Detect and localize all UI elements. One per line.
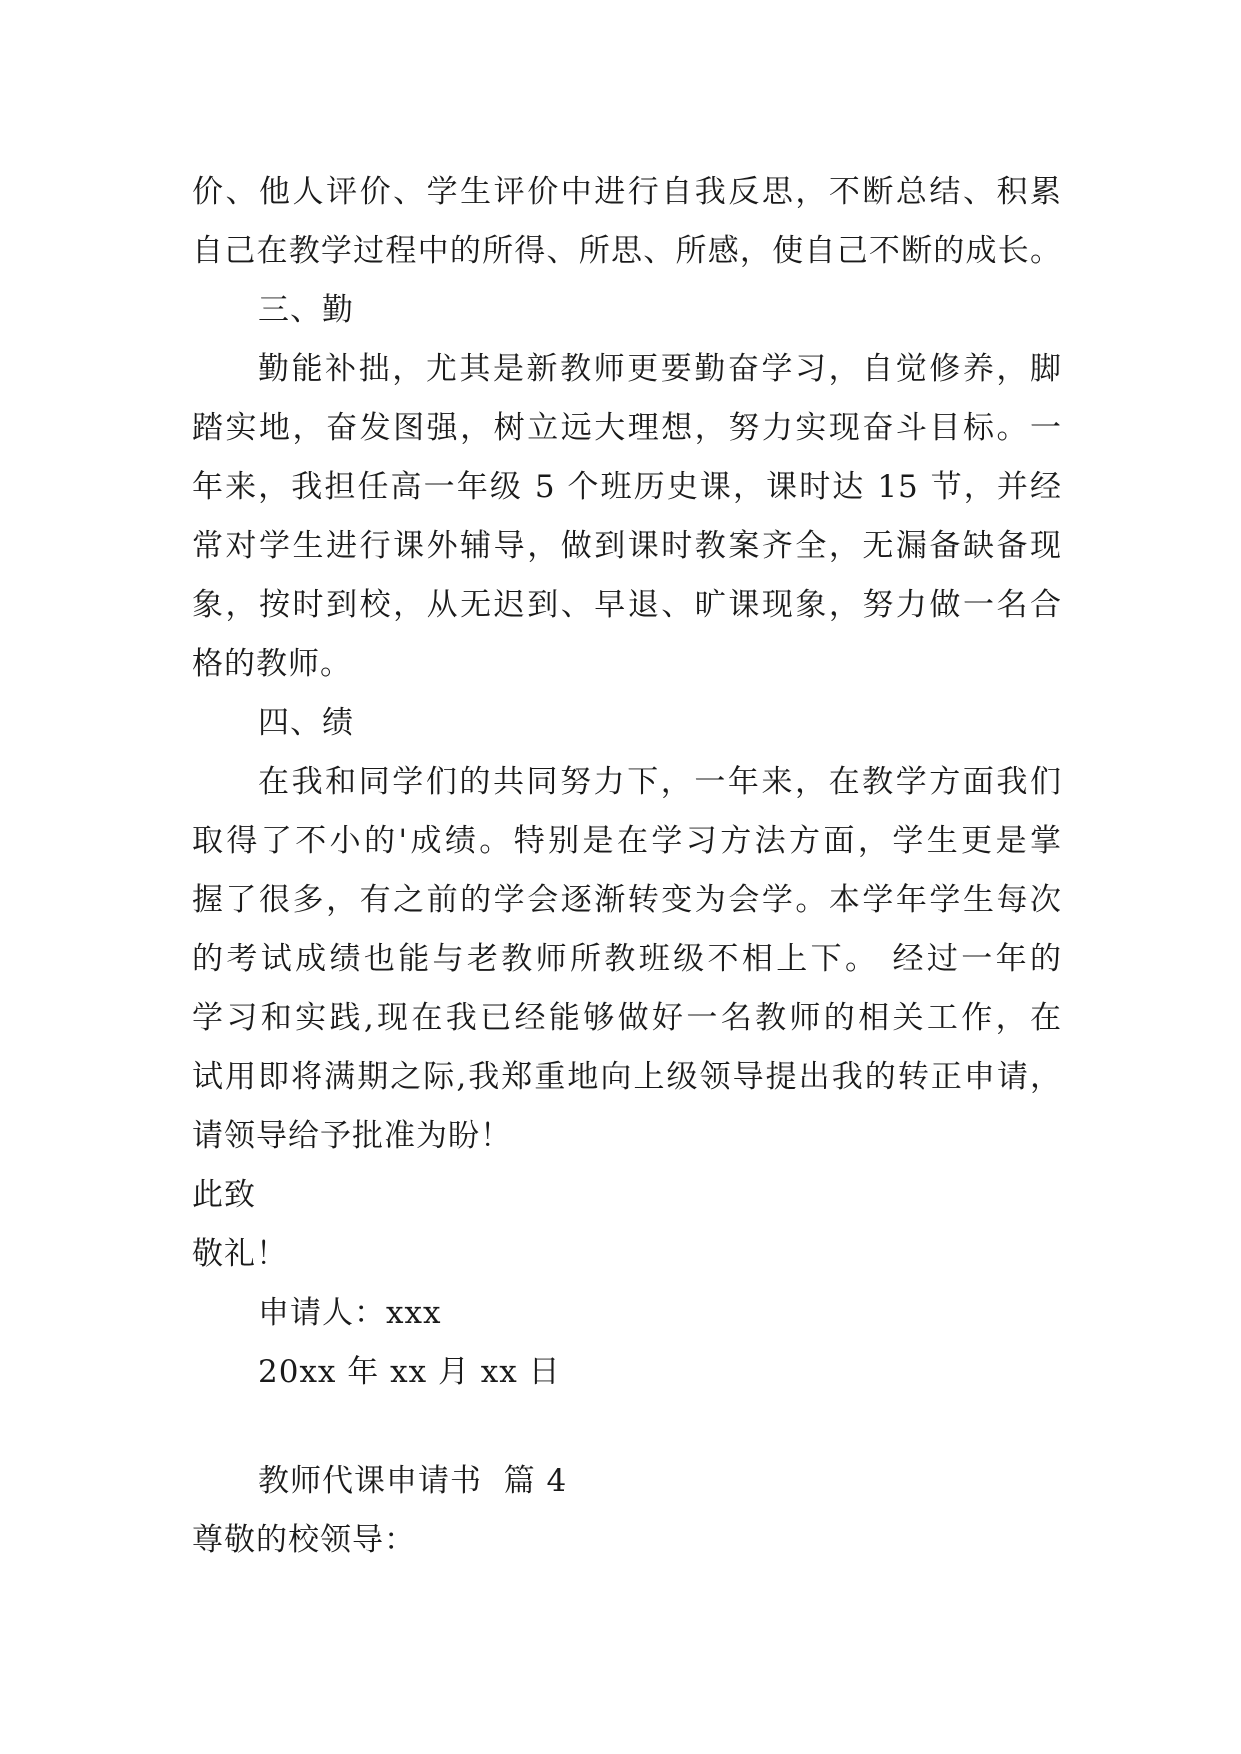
body-line: 踏实地，奋发图强，树立远大理想，努力实现奋斗目标。一 xyxy=(192,410,1062,446)
applicant-signature: 申请人：xxx xyxy=(258,1295,442,1331)
body-line: 年来，我担任高一年级 5 个班历史课，课时达 15 节，并经 xyxy=(192,469,1062,505)
body-line: 在我和同学们的共同努力下，一年来，在教学方面我们 xyxy=(258,764,1062,800)
salutation: 尊敬的校领导： xyxy=(192,1522,416,1558)
section-heading-ji: 四、绩 xyxy=(258,705,354,741)
body-line: 的考试成绩也能与老教师所教班级不相上下。 经过一年的 xyxy=(192,941,1062,977)
section-heading-qin: 三、勤 xyxy=(258,292,354,328)
body-line: 握了很多，有之前的学会逐渐转变为会学。本学年学生每次 xyxy=(192,882,1062,918)
document-body xyxy=(192,163,1062,1570)
closing-ci-zhi: 此致 xyxy=(192,1177,256,1213)
body-line: 取得了不小的'成绩。特别是在学习方法方面，学生更是掌 xyxy=(192,823,1062,859)
body-line: 常对学生进行课外辅导，做到课时教案齐全，无漏备缺备现 xyxy=(192,528,1062,564)
body-line: 自己在教学过程中的所得、所思、所感，使自己不断的成长。 xyxy=(192,233,1062,269)
section-spacer xyxy=(192,1402,1062,1452)
body-line: 象，按时到校，从无迟到、早退、旷课现象，努力做一名合 xyxy=(192,587,1062,623)
body-line: 请领导给予批准为盼！ xyxy=(192,1118,512,1154)
section-heading: 教师代课申请书 篇 4 xyxy=(258,1463,568,1499)
body-line: 勤能补拙，尤其是新教师更要勤奋学习，自觉修养，脚 xyxy=(258,351,1062,387)
body-line: 格的教师。 xyxy=(192,646,352,682)
signature-date: 20xx 年 xx 月 xx 日 xyxy=(258,1354,561,1390)
body-line: 学习和实践,现在我已经能够做好一名教师的相关工作，在 xyxy=(192,1000,1062,1036)
body-line: 价、他人评价、学生评价中进行自我反思，不断总结、积累 xyxy=(192,174,1062,210)
body-line: 试用即将满期之际,我郑重地向上级领导提出我的转正申请， xyxy=(192,1059,1062,1095)
closing-jing-li: 敬礼！ xyxy=(192,1236,288,1272)
